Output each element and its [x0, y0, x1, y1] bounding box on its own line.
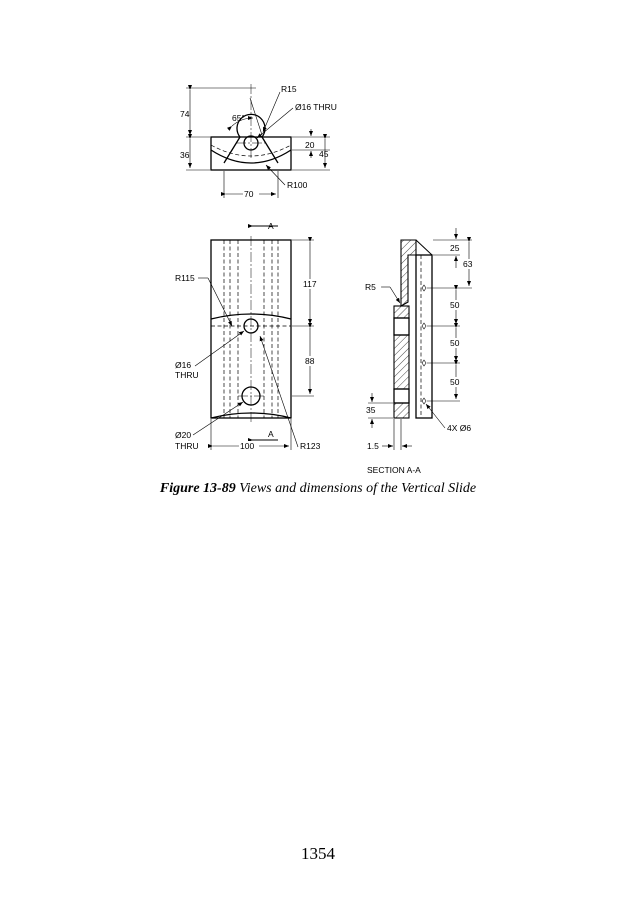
dim-50-c-label: 50	[450, 377, 460, 387]
dim-74-label: 74	[180, 109, 190, 119]
figure-caption-label: Figure 13-89	[159, 481, 236, 496]
section-rail-top	[416, 240, 432, 255]
dim-88-label: 88	[305, 356, 315, 366]
r123-label: R123	[300, 441, 321, 451]
dim-50-a-label: 50	[450, 300, 460, 310]
holes-4x-label: 4X Ø6	[447, 423, 472, 433]
section-plate-a	[394, 306, 409, 318]
section-mark-top: A	[268, 221, 274, 231]
hole-20-label-1: Ø20	[175, 430, 192, 440]
front-view	[175, 221, 321, 451]
angle-ref-line	[250, 98, 262, 135]
dim-25-label: 25	[450, 243, 460, 253]
r100-label: R100	[287, 180, 308, 190]
section-plate-b	[394, 335, 409, 389]
dim-45-label: 45	[319, 149, 329, 159]
section-rail	[416, 255, 432, 418]
hole-16-label-2: THRU	[175, 370, 199, 380]
section-mark-bottom: A	[268, 429, 274, 439]
dim-70-label: 70	[244, 189, 254, 199]
hole-20-label-2: THRU	[175, 441, 199, 451]
page-number: 1354	[301, 844, 335, 863]
leader-r100	[266, 165, 285, 185]
section-plate-gap-2	[394, 389, 409, 403]
top-view	[180, 84, 337, 199]
section-view	[365, 228, 477, 475]
r115-label: R115	[175, 273, 195, 283]
leader-r123	[260, 336, 298, 447]
dim-117-label: 117	[303, 279, 317, 289]
dim-50-b-label: 50	[450, 338, 460, 348]
r5-label: R5	[365, 282, 376, 292]
angle-65-label: 65°	[232, 113, 245, 123]
figure-caption	[0, 481, 636, 497]
dim-35-label: 35	[366, 405, 376, 415]
dim-20-label: 20	[305, 140, 315, 150]
leader-hole-16	[257, 108, 293, 138]
dim-1-5-label: 1.5	[367, 441, 379, 451]
section-plate-c	[394, 403, 409, 418]
dim-36-label: 36	[180, 150, 190, 160]
r15-label: R15	[281, 84, 297, 94]
hole-16-label-1: Ø16	[175, 360, 192, 370]
section-title: SECTION A-A	[367, 465, 421, 475]
dim-100-label: 100	[240, 441, 255, 451]
leader-hole-16-front	[195, 331, 244, 366]
hole-16-thru-label: Ø16 THRU	[295, 102, 337, 112]
figure-caption-text: Views and dimensions of the Vertical Slide	[235, 481, 477, 496]
section-web	[401, 240, 416, 306]
section-plate-gap-1	[394, 318, 409, 335]
dim-63-label: 63	[463, 259, 473, 269]
leader-r5	[390, 287, 400, 303]
